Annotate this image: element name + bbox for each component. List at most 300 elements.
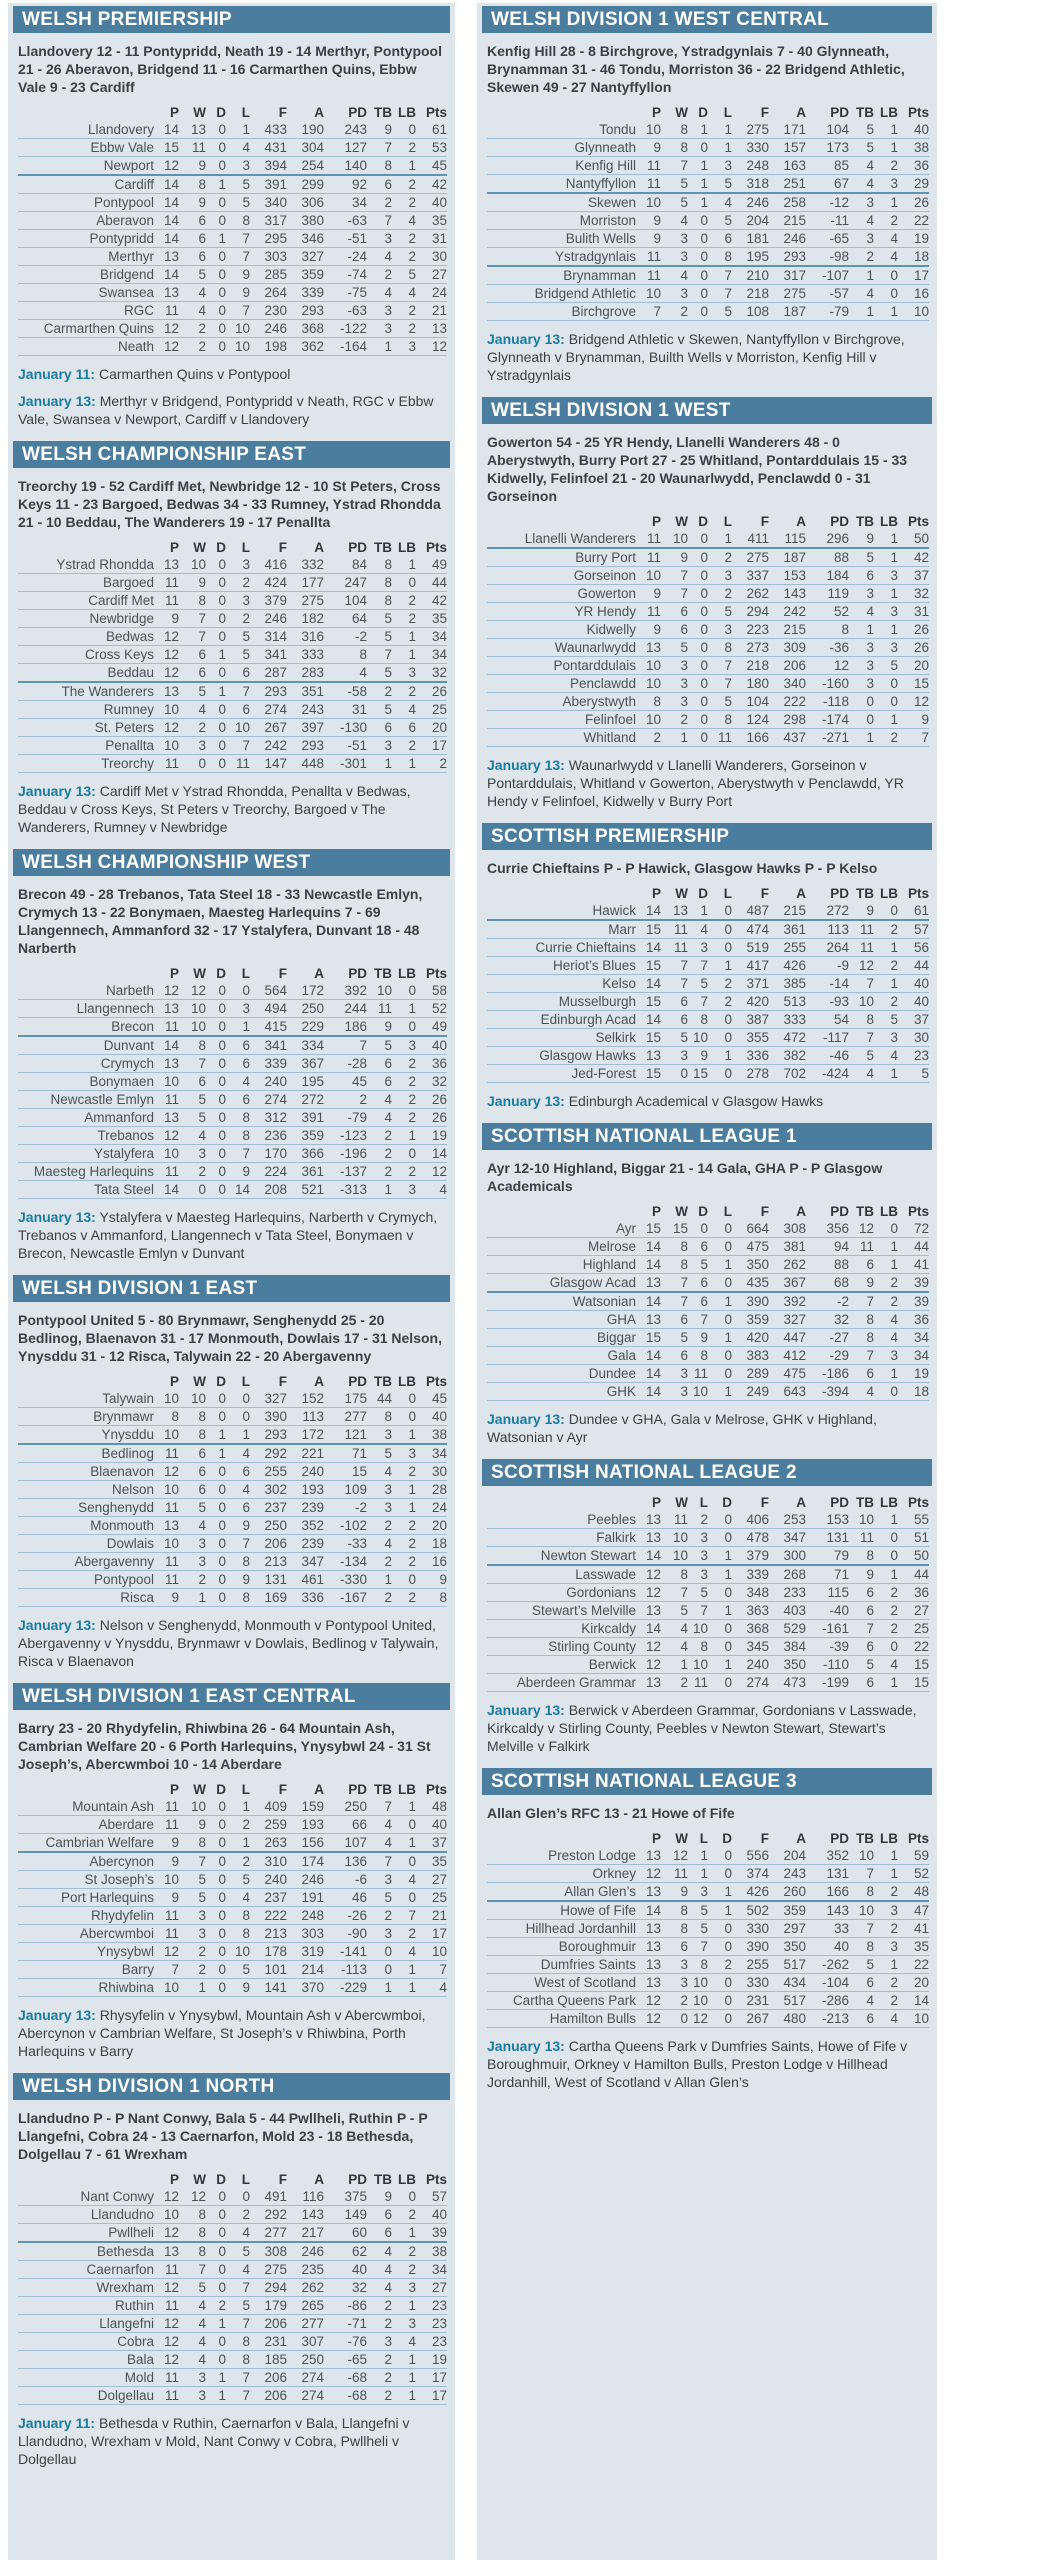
stat-cell: 478 (732, 1529, 769, 1547)
stat-cell: 11 (661, 1865, 688, 1883)
stat-cell: 113 (287, 1408, 324, 1426)
stat-cell: 267 (250, 719, 287, 737)
stat-cell: 333 (769, 1011, 806, 1029)
table-row (18, 610, 447, 628)
stat-cell: 2 (874, 1602, 898, 1620)
section-title: WELSH DIVISION 1 WEST CENTRAL (491, 9, 830, 30)
stat-cell: 1 (874, 1565, 898, 1584)
stat-cell: 40 (324, 2261, 367, 2279)
stat-cell: 244 (324, 1000, 367, 1018)
stat-cell: 6 (367, 2224, 392, 2243)
stat-cell: 0 (206, 1073, 226, 1091)
stat-cell: 314 (250, 628, 287, 646)
stat-cell: 433 (250, 121, 287, 139)
stat-cell: 1 (849, 729, 874, 747)
stat-cell: 6 (688, 1292, 708, 1311)
table-row (487, 1329, 929, 1347)
stat-cell: 285 (250, 266, 287, 284)
team-name: Morriston (487, 212, 636, 230)
table-row (18, 755, 447, 773)
stat-cell: 11 (154, 1444, 179, 1463)
stat-cell: 8 (226, 1127, 250, 1145)
stat-cell: 8 (849, 1547, 874, 1566)
team-name: Waunarlwydd (487, 639, 636, 657)
table-row (487, 639, 929, 657)
stat-cell: 61 (898, 902, 929, 920)
stat-cell: 5 (226, 2242, 250, 2261)
stat-cell: -110 (806, 1656, 849, 1674)
stat-cell: 9 (226, 1979, 250, 1997)
table-row (487, 1011, 929, 1029)
stat-cell: 13 (636, 639, 661, 657)
stat-cell: 6 (708, 230, 732, 248)
stat-cell: 9 (367, 2188, 392, 2206)
fixture-date-label: January 13: (487, 1702, 565, 1718)
stat-cell: 11 (154, 2297, 179, 2315)
stat-cell: 362 (287, 338, 324, 356)
stat-cell: 0 (392, 982, 416, 1000)
stat-cell: 4 (226, 139, 250, 157)
stat-cell: 2 (392, 592, 416, 610)
stat-cell: 11 (636, 530, 661, 548)
table-row (18, 2351, 447, 2369)
stat-cell: 6 (688, 1238, 708, 1256)
league-table (18, 539, 447, 773)
stat-cell: 5 (367, 1889, 392, 1907)
table-row (18, 2206, 447, 2224)
stat-cell: -68 (324, 2387, 367, 2405)
stat-cell: 0 (392, 1889, 416, 1907)
stat-cell: 0 (206, 248, 226, 266)
stat-cell: 4 (416, 1979, 447, 1997)
team-name: Bridgend Athletic (487, 285, 636, 303)
stat-cell: 0 (206, 1109, 226, 1127)
section-title-bar (482, 1123, 932, 1150)
table-row (18, 1481, 447, 1499)
stat-cell: 17 (416, 737, 447, 755)
stat-cell: 277 (324, 1408, 367, 1426)
stat-cell: 2 (324, 1091, 367, 1109)
stat-cell: 1 (874, 1365, 898, 1383)
stat-cell: 14 (154, 194, 179, 212)
stat-cell: 2 (226, 610, 250, 628)
stat-cell: 4 (367, 2261, 392, 2279)
stat-cell: 18 (898, 1383, 929, 1401)
stat-cell: 448 (287, 755, 324, 773)
stat-cell: 3 (849, 657, 874, 675)
stat-cell: 15 (636, 1220, 661, 1238)
stat-cell: 174 (287, 1852, 324, 1871)
stat-cell: 6 (226, 1463, 250, 1481)
stat-cell: 7 (179, 1055, 206, 1073)
stat-cell: 6 (661, 1347, 688, 1365)
stat-cell: 15 (636, 1029, 661, 1047)
stat-cell: 10 (636, 657, 661, 675)
stat-cell: 14 (636, 939, 661, 957)
stat-cell: 7 (179, 628, 206, 646)
stat-cell: 664 (732, 1220, 769, 1238)
stat-cell: -65 (324, 2351, 367, 2369)
stat-cell: 5 (688, 1256, 708, 1274)
stat-cell: 8 (226, 1907, 250, 1925)
stat-cell: 5 (226, 2297, 250, 2315)
column-header: LB (880, 514, 898, 529)
stat-cell: 6 (179, 1073, 206, 1091)
stat-cell: 2 (392, 230, 416, 248)
stat-cell: 30 (898, 1029, 929, 1047)
column-header: L (241, 105, 250, 120)
stat-cell: 12 (154, 2188, 179, 2206)
stat-cell: 8 (324, 646, 367, 664)
latest-results: Currie Chieftains P - P Hawick, Glasgow Hawks P - P Kelso (487, 860, 878, 876)
stat-cell: 71 (324, 1444, 367, 1463)
stat-cell: 31 (416, 230, 447, 248)
table-header-row (18, 1781, 447, 1798)
stat-cell: 3 (367, 320, 392, 338)
stat-cell: 494 (250, 1000, 287, 1018)
fixture-date-label: January 13: (18, 2007, 96, 2023)
stat-cell: 8 (849, 1938, 874, 1956)
stat-cell: 11 (154, 1925, 179, 1943)
stat-cell: 14 (154, 212, 179, 230)
stat-cell: 124 (732, 711, 769, 729)
stat-cell: 4 (874, 230, 898, 248)
team-name: Howe of Fife (487, 1901, 636, 1920)
team-column-spacer (18, 539, 154, 556)
stat-cell: 406 (732, 1511, 769, 1529)
stat-cell: -12 (806, 193, 849, 212)
stat-cell: 166 (806, 1883, 849, 1902)
stat-cell: 2 (708, 993, 732, 1011)
stat-cell: 9 (636, 230, 661, 248)
stat-cell: 0 (708, 1938, 732, 1956)
table-row (18, 664, 447, 683)
stat-cell: 12 (636, 1584, 661, 1602)
stat-cell: 3 (226, 556, 250, 574)
stat-cell: 0 (206, 1181, 226, 1199)
stat-cell: 10 (661, 530, 688, 548)
table-row (18, 701, 447, 719)
stat-cell: 1 (688, 1847, 708, 1865)
stat-cell: 152 (287, 1390, 324, 1408)
table-row (18, 302, 447, 320)
section-title-bar (13, 1275, 450, 1302)
column-header: D (698, 1204, 708, 1219)
team-name: Brecon (18, 1018, 154, 1037)
stat-cell: -86 (324, 2297, 367, 2315)
stat-cell: 10 (154, 1145, 179, 1163)
stat-cell: 411 (732, 530, 769, 548)
stat-cell: 10 (849, 1901, 874, 1920)
stat-cell: 10 (898, 2010, 929, 2028)
stat-cell: 9 (226, 284, 250, 302)
stat-cell: 340 (250, 194, 287, 212)
stat-cell: 5 (226, 175, 250, 194)
stat-cell: 206 (250, 2369, 287, 2387)
team-name: Tata Steel (18, 1181, 154, 1199)
stat-cell: -330 (324, 1571, 367, 1589)
table-row (487, 1311, 929, 1329)
column-header: Pts (907, 886, 929, 901)
column-header: L (241, 1782, 250, 1797)
stat-cell: 1 (206, 646, 226, 664)
stat-cell: 0 (206, 1961, 226, 1979)
stat-cell: -71 (324, 2315, 367, 2333)
stat-cell: 0 (874, 1638, 898, 1656)
stat-cell: -63 (324, 302, 367, 320)
stat-cell: 6 (226, 1036, 250, 1055)
table-row (18, 1109, 447, 1127)
stat-cell: 2 (392, 248, 416, 266)
stat-cell: 2 (874, 1620, 898, 1638)
stat-cell: 363 (732, 1602, 769, 1620)
team-name: Trebanos (18, 1127, 154, 1145)
stat-cell: 20 (416, 719, 447, 737)
stat-cell: 7 (661, 1584, 688, 1602)
column-header: A (796, 1495, 806, 1510)
team-name: Kidwelly (487, 621, 636, 639)
table-row (18, 592, 447, 610)
stat-cell: 0 (688, 1220, 708, 1238)
stat-cell: 2 (708, 975, 732, 993)
fixture-line (18, 782, 443, 836)
stat-cell: 330 (732, 1920, 769, 1938)
stat-cell: 336 (732, 1047, 769, 1065)
stat-cell: 5 (179, 1871, 206, 1889)
stat-cell: 0 (708, 1238, 732, 1256)
stat-cell: 7 (688, 1311, 708, 1329)
stat-cell: 29 (898, 175, 929, 194)
stat-cell: 31 (898, 603, 929, 621)
stat-cell: 248 (287, 1907, 324, 1925)
latest-results: Kenfig Hill 28 - 8 Birchgrove, Ystradgynlais 7 - 40 Glynneath, Brynamman 31 - 46 Tondu, Morriston 36 - 22 Bridgend Athletic, Skewen 49 - 27 Nantyffyllon (487, 43, 905, 95)
section-title: SCOTTISH NATIONAL LEAGUE 3 (491, 1771, 797, 1792)
stat-cell: 0 (206, 2242, 226, 2261)
stat-cell: 1 (688, 1865, 708, 1883)
stat-cell: 5 (849, 139, 874, 157)
stat-cell: 26 (416, 682, 447, 701)
stat-cell: 11 (708, 729, 732, 747)
stat-cell: 6 (367, 2206, 392, 2224)
stat-cell: 0 (206, 574, 226, 592)
stat-cell: 312 (250, 1109, 287, 1127)
stat-cell: 0 (206, 1408, 226, 1426)
stat-cell: 195 (732, 248, 769, 267)
stat-cell: 11 (688, 1674, 708, 1692)
stat-cell: 5 (708, 212, 732, 230)
column-header: L (699, 1831, 708, 1846)
stat-cell: 15 (636, 920, 661, 939)
stat-cell: 1 (708, 1602, 732, 1620)
stat-cell: -79 (806, 303, 849, 321)
table-row (487, 920, 929, 939)
column-header: TB (374, 1374, 392, 1389)
section-title: WELSH DIVISION 1 EAST (22, 1278, 258, 1299)
fixture-text: Cardiff Met v Ystrad Rhondda, Penallta v Bedwas, Beddau v Cross Keys, St Peters v Treorchy, Bargoed v The Wanderers, Rumney v Newbridge (18, 783, 411, 835)
stat-cell: 11 (154, 1018, 179, 1037)
table-row (18, 2297, 447, 2315)
stat-cell: 521 (287, 1181, 324, 1199)
stat-cell: 0 (708, 1638, 732, 1656)
column-header: D (216, 1374, 226, 1389)
team-name: Port Harlequins (18, 1889, 154, 1907)
stat-cell: 11 (154, 755, 179, 773)
team-name: Wrexham (18, 2279, 154, 2297)
stat-cell: 1 (226, 1426, 250, 1445)
stat-cell: 11 (849, 939, 874, 957)
stat-cell: 11 (154, 1907, 179, 1925)
fixture-date-label: January 13: (18, 1617, 96, 1633)
stat-cell: 272 (806, 902, 849, 920)
stat-cell: 5 (874, 1011, 898, 1029)
stat-cell: 8 (849, 1329, 874, 1347)
stat-cell: 7 (688, 1602, 708, 1620)
column-header: F (278, 105, 287, 120)
stat-cell: 1 (708, 1383, 732, 1401)
stat-cell: 40 (898, 121, 929, 139)
stat-cell: 6 (179, 1463, 206, 1481)
stat-cell: 330 (732, 139, 769, 157)
stat-cell: 263 (250, 1834, 287, 1853)
stat-cell: 564 (250, 982, 287, 1000)
stat-cell: 240 (250, 1073, 287, 1091)
stat-cell: 121 (324, 1426, 367, 1445)
stat-cell: 13 (636, 1311, 661, 1329)
column-header: A (314, 105, 324, 120)
stat-cell: 6 (849, 1974, 874, 1992)
column-header: LB (398, 540, 416, 555)
stat-cell: 2 (392, 610, 416, 628)
latest-results: Treorchy 19 - 52 Cardiff Met, Newbridge 12 - 10 St Peters, Cross Keys 11 - 23 Bargoed, Bedwas 34 - 33 Rumney, Ystrad Rhondda 21 - 10 Beddau, The Wanderers 19 - 17 Penallta (18, 478, 441, 530)
stat-cell: 8 (179, 2242, 206, 2261)
stat-cell: 9 (636, 621, 661, 639)
column-header: A (796, 105, 806, 120)
stat-cell: 2 (392, 1073, 416, 1091)
fixture-text: Bethesda v Ruthin, Caernarfon v Bala, Llangefni v Llandudno, Wrexham v Mold, Nant Conwy v Cobra, Pwllheli v Dolgellau (18, 2415, 410, 2467)
stat-cell: 264 (806, 939, 849, 957)
stat-cell: 258 (769, 193, 806, 212)
stat-cell: 0 (206, 1163, 226, 1181)
stat-cell: 7 (898, 729, 929, 747)
stat-cell: 0 (708, 1011, 732, 1029)
table-row (487, 1238, 929, 1256)
table-row (18, 1091, 447, 1109)
stat-cell: 94 (806, 1238, 849, 1256)
stat-cell: 434 (769, 1974, 806, 1992)
stat-cell: 3 (849, 585, 874, 603)
stat-cell: 8 (661, 1238, 688, 1256)
fixture-text: Berwick v Aberdeen Grammar, Gordonians v Lasswade, Kirkcaldy v Stirling County, Peebles v Newton Stewart, Stewart’s Melville v Falkirk (487, 1702, 917, 1754)
table-row (18, 982, 447, 1000)
stat-cell: 392 (769, 1292, 806, 1311)
stat-cell: 334 (287, 1036, 324, 1055)
stat-cell: 4 (392, 701, 416, 719)
stat-cell: 1 (226, 1834, 250, 1853)
stat-cell: 208 (250, 1181, 287, 1199)
stat-cell: 6 (179, 664, 206, 683)
stat-cell: 0 (688, 266, 708, 285)
stat-cell: 310 (250, 1852, 287, 1871)
stat-cell: 5 (849, 1956, 874, 1974)
stat-cell: 339 (732, 1565, 769, 1584)
stat-cell: 23 (898, 1047, 929, 1065)
stat-cell: 5 (661, 639, 688, 657)
league-table (487, 104, 929, 321)
stat-cell: 0 (688, 621, 708, 639)
table-row (487, 939, 929, 957)
stat-cell: 350 (732, 1256, 769, 1274)
team-column-spacer (487, 1494, 636, 1511)
stat-cell: 6 (661, 1938, 688, 1956)
stat-cell: 327 (769, 1311, 806, 1329)
stat-cell: 34 (324, 194, 367, 212)
stat-cell: 2 (708, 548, 732, 567)
stat-cell: 2 (636, 729, 661, 747)
stat-cell: 3 (367, 230, 392, 248)
stat-cell: 8 (179, 175, 206, 194)
stat-cell: 0 (874, 693, 898, 711)
stat-cell: 0 (849, 711, 874, 729)
stat-cell: 3 (226, 592, 250, 610)
stat-cell: 88 (806, 1256, 849, 1274)
stat-cell: 12 (416, 338, 447, 356)
stat-cell: 7 (661, 1274, 688, 1293)
column-header: Pts (425, 966, 447, 981)
stat-cell: 8 (708, 248, 732, 267)
stat-cell: 35 (898, 1938, 929, 1956)
stat-cell: 8 (179, 1408, 206, 1426)
table-row (18, 1018, 447, 1037)
stat-cell: 298 (769, 711, 806, 729)
section-title-bar (482, 397, 932, 424)
stat-cell: 4 (708, 193, 732, 212)
fixture-date-label: January 13: (18, 393, 96, 409)
stat-cell: 275 (732, 121, 769, 139)
team-name: Blaenavon (18, 1463, 154, 1481)
stat-cell: 10 (636, 121, 661, 139)
stat-cell: 233 (769, 1584, 806, 1602)
stat-cell: 3 (874, 603, 898, 621)
stat-cell: -74 (324, 266, 367, 284)
stat-cell: 2 (661, 711, 688, 729)
team-column-spacer (487, 104, 636, 121)
stat-cell: 13 (636, 1529, 661, 1547)
stat-cell: 3 (179, 2369, 206, 2387)
stat-cell: 0 (708, 939, 732, 957)
stat-cell: 4 (874, 1311, 898, 1329)
stat-cell: 5 (179, 266, 206, 284)
fixture-date-label: January 13: (487, 2038, 565, 2054)
stat-cell: -14 (806, 975, 849, 993)
stat-cell: 3 (661, 675, 688, 693)
column-header: A (314, 1374, 324, 1389)
stat-cell: 426 (769, 957, 806, 975)
stat-cell: 3 (367, 302, 392, 320)
stat-cell: 2 (392, 175, 416, 194)
stat-cell: 8 (661, 1565, 688, 1584)
stat-cell: 0 (206, 2188, 226, 2206)
league-table (18, 965, 447, 1199)
stat-cell: 10 (688, 1992, 708, 2010)
stat-cell: 337 (732, 567, 769, 585)
stat-cell: 0 (688, 639, 708, 657)
stat-cell: 9 (636, 212, 661, 230)
stat-cell: 13 (154, 556, 179, 574)
stat-cell: 1 (179, 1979, 206, 1997)
column-header: TB (374, 540, 392, 555)
stat-cell: 472 (769, 1029, 806, 1047)
table-header-row (487, 104, 929, 121)
